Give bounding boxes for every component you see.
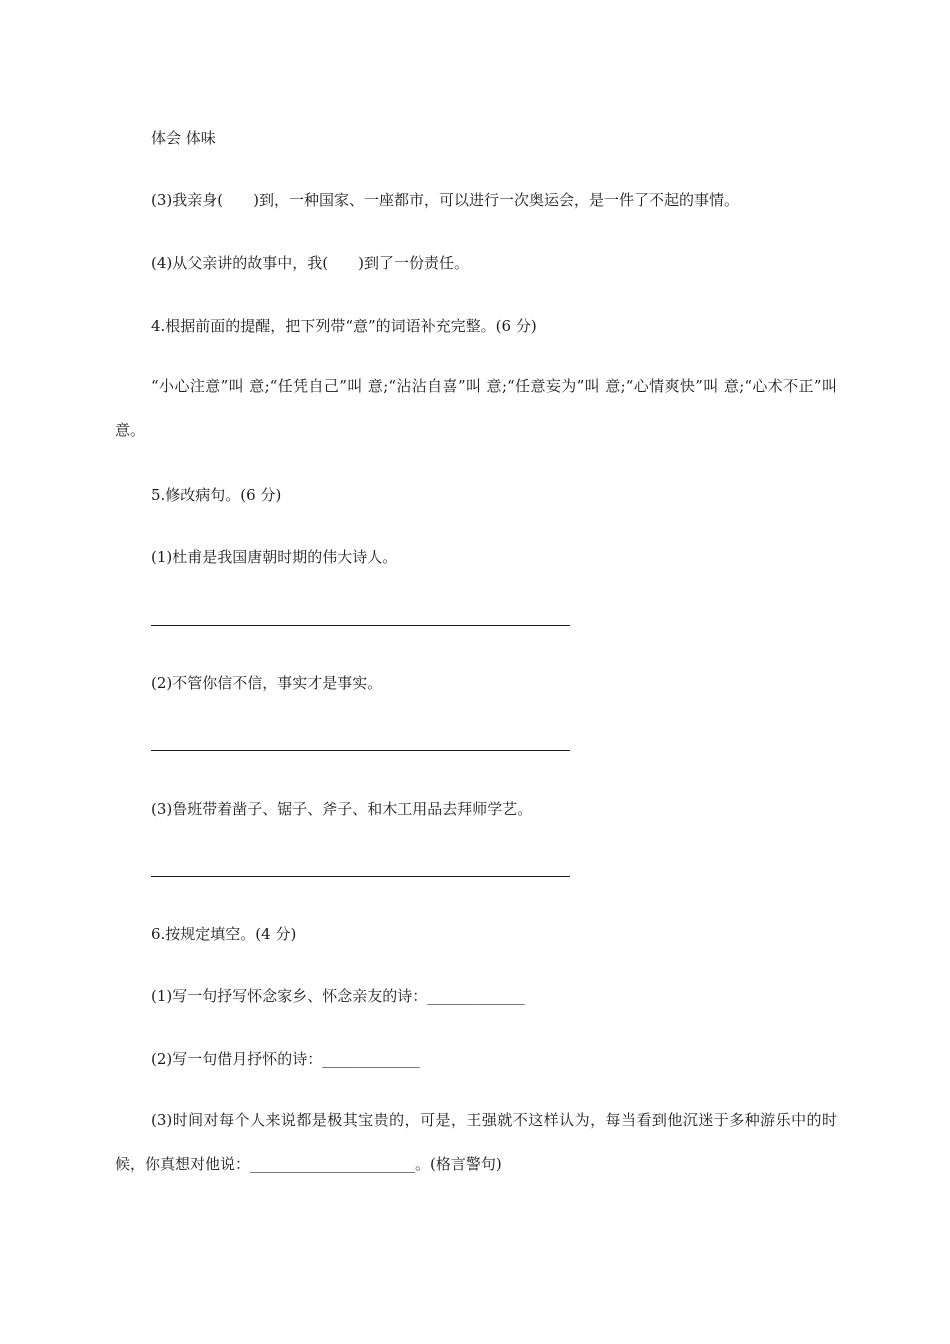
answer-line-5-2[interactable] [151,750,570,751]
question-6-1: (1)写一句抒写怀念家乡、怀念亲友的诗：_____________ [151,987,525,1005]
answer-line-5-3[interactable] [151,876,570,877]
question-4-body: “小心注意”叫 意;“任凭自己”叫 意;“沾沾自喜”叫 意;“任意妄为”叫 意;“心情爽快”叫 意;“心术不正”叫 意。 [115,377,837,439]
question-3-3: (3)我亲身( )到，一种国家、一座都市，可以进行一次奥运会，是一件了不起的事情。 [151,191,739,209]
question-5-3: (3)鲁班带着凿子、锯子、斧子、和木工用品去拜师学艺。 [151,800,533,818]
question-4-title: 4.根据前面的提醒，把下列带“意”的词语补充完整。(6 分) [151,317,537,335]
question-5-2: (2)不管你信不信，事实才是事实。 [151,674,383,692]
question-5-1: (1)杜甫是我国唐朝时期的伟大诗人。 [151,548,398,566]
question-6-2: (2)写一句借月抒怀的诗：_____________ [151,1050,420,1068]
question-6-3: (3)时间对每个人来说都是极其宝贵的，可是，王强就不这样认为，每当看到他沉迷于多种游乐中的时候，你真想对他说：______________________。(格言警句) [115,1111,837,1173]
question-6-title: 6.按规定填空。(4 分) [151,925,297,943]
word-pair-line: 体会 体味 [151,129,216,147]
question-5-title: 5.修改病句。(6 分) [151,486,282,504]
answer-line-5-1[interactable] [151,625,570,626]
question-3-4: (4)从父亲讲的故事中，我( )到了一份责任。 [151,254,469,272]
